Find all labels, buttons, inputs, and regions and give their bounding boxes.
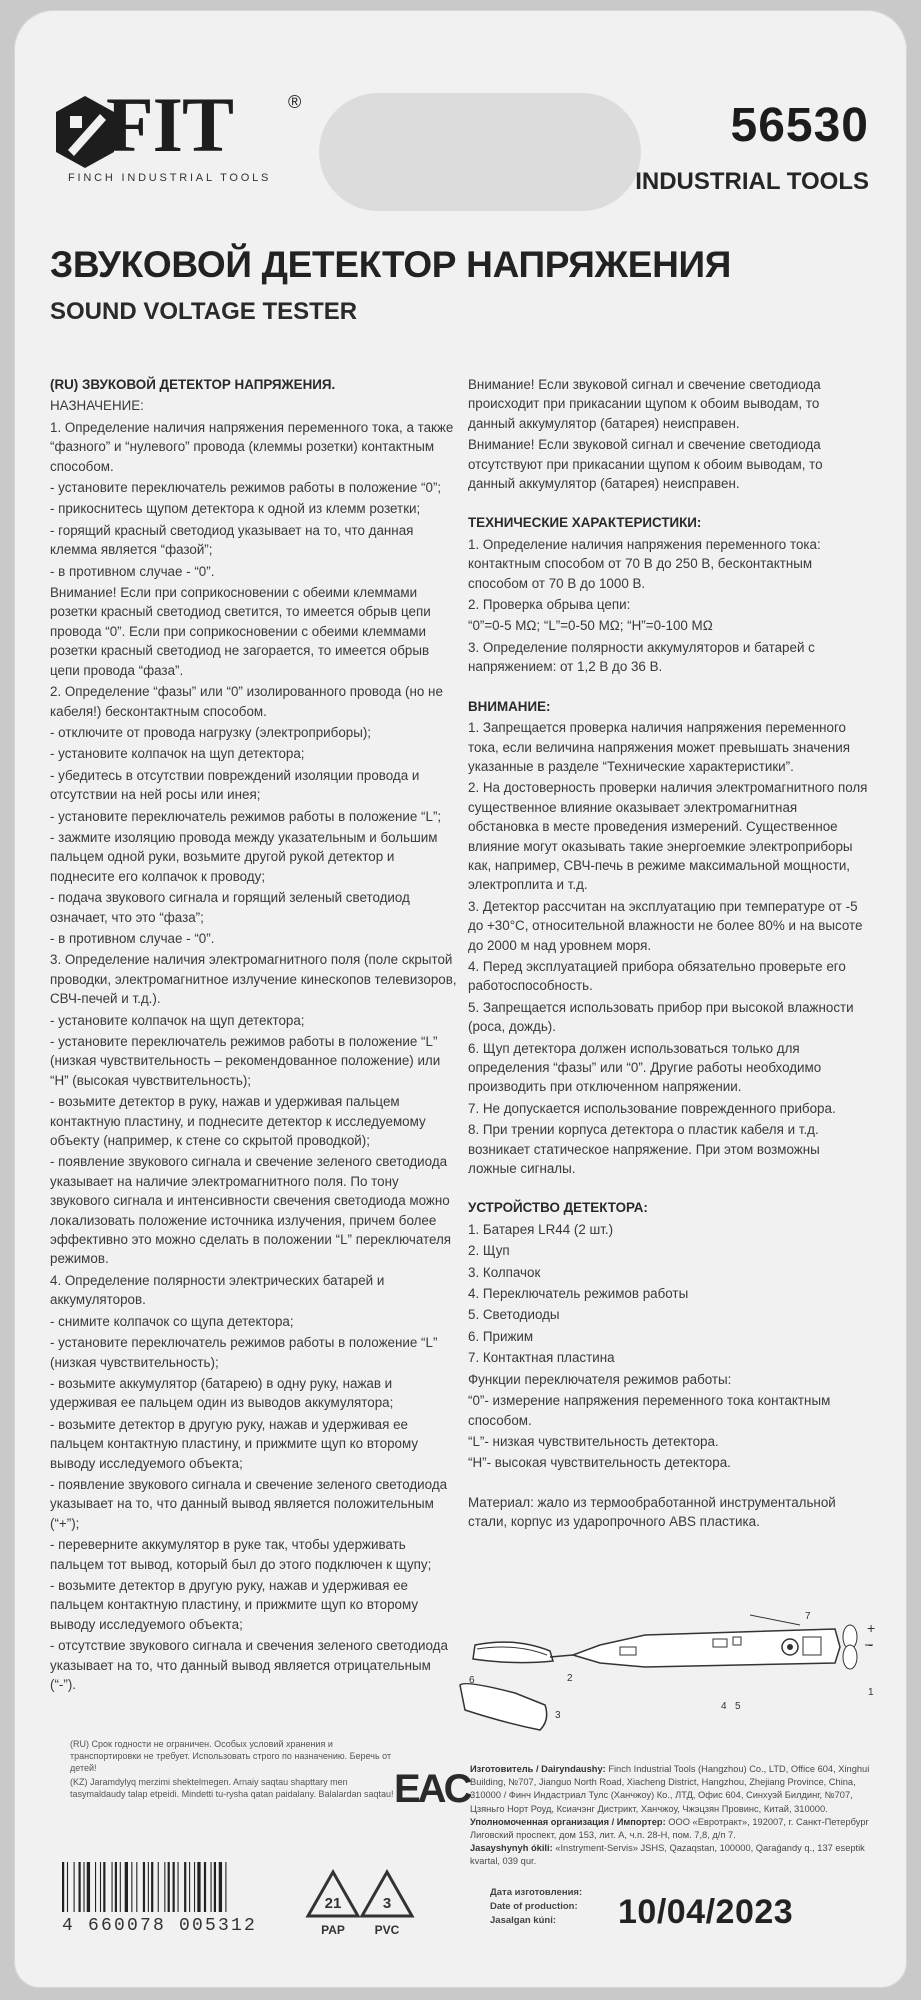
manufacturer-info — [470, 1763, 880, 1869]
paragraph: 4. Переключатель режимов работы — [468, 1286, 689, 1302]
paragraph: - установите переключатель режимов работы в положение “L” (низкая чувствительность); — [50, 1335, 438, 1370]
paragraph: - возьмите детектор в руку, нажав и удерживая пальцем контактную пластину, и поднесите детектор к исследуемому объекту (например, к стене со скрытой проводкой); — [50, 1094, 426, 1149]
barcode-bar — [225, 1862, 226, 1912]
barcode-bar — [211, 1862, 212, 1912]
section-heading: ТЕХНИЧЕСКИЕ ХАРАКТЕРИСТИКИ: — [468, 515, 702, 531]
paragraph: “0”=0-5 MΩ; “L”=0-50 MΩ; “H”=0-100 MΩ — [468, 618, 713, 634]
paragraph-gap — [468, 495, 868, 513]
brand-logo — [50, 81, 320, 188]
paragraph: Внимание! Если звуковой сигнал и свечение светодиода происходит при прикасании щупом к обоим выводам, то данный аккумулятор (батарея) неисправен. — [468, 377, 821, 431]
date-label-kz: Jasalgan kúni: — [490, 1915, 556, 1926]
paragraph: “0”- измерение напряжения переменного тока контактным способом. — [468, 1393, 831, 1428]
paragraph: 3. Детектор рассчитан на эксплуатацию при температуре от -5 до +30°С, относительной влажности не более 80% и на высоте до 2000 м над уровнем моря. — [468, 898, 863, 953]
tester-body-illustration — [550, 1615, 876, 1669]
barcode-bar — [131, 1862, 132, 1912]
date-label-ru: Дата изготовления: — [490, 1887, 583, 1898]
diagram-label-6: 6 — [469, 1675, 475, 1686]
device-diagram — [455, 1585, 885, 1735]
paragraph: 2. На достоверность проверки наличия электромагнитного поля существенное влияние оказывает электромагнитная обстановка в месте проведения измерений. Существенное влияние могут оказывать такие энергоемкие электроприборы как, например, СВЧ-печь в режиме максимальной мощности, электроплита и т.д. — [468, 780, 868, 893]
paragraph: - установите переключатель режимов работы в положение “L” (низкая чувствительность – рекомендованное положение) или “H” (высокая чувствительность); — [50, 1034, 441, 1088]
diagram-label-1: 1 — [868, 1687, 874, 1698]
barcode-bar — [189, 1862, 190, 1912]
eac-mark: EAC — [394, 1767, 470, 1811]
hang-hole — [319, 93, 641, 211]
paragraph: 2. Проверка обрыва цепи: — [468, 597, 631, 613]
manufacturer-label: Изготовитель / Dairyndaushy: — [470, 1764, 606, 1774]
barcode-bar — [173, 1862, 175, 1912]
barcode-bar — [95, 1862, 96, 1912]
barcode-bar — [197, 1862, 200, 1912]
barcode-bar — [148, 1862, 149, 1912]
section-heading: (RU) ЗВУКОВОЙ ДЕТЕКТОР НАПРЯЖЕНИЯ. — [50, 377, 336, 392]
barcode-bar — [120, 1862, 121, 1912]
paragraph: - возьмите детектор в другую руку, нажав и удерживая ее пальцем контактную пластину, и прижмите щуп ко второму выводу исследуемого объекта; — [50, 1416, 419, 1471]
paragraph: - подача звукового сигнала и горящий зеленый светодиод означает, что это “фаза”; — [50, 890, 410, 925]
barcode-bar — [67, 1862, 68, 1912]
storage-notes — [70, 1738, 400, 1800]
paragraph-gap — [468, 1475, 868, 1493]
barcode-bar — [204, 1862, 206, 1912]
barcode-bar — [100, 1862, 101, 1912]
paragraph: 2. Определение “фазы” или “0” изолированного провода (но не кабеля!) бесконтактным способом. — [50, 684, 443, 719]
registered-mark: ® — [288, 92, 302, 112]
storage-note-ru: (RU) Срок годности не ограничен. Особых условий хранения и транспортировки не требует. Использовать строго по назначению. Беречь от детей! — [70, 1739, 392, 1773]
paragraph: Материал: жало из термообработанной инструментальной стали, корпус из ударопрочного ABS пластика. — [468, 1494, 836, 1530]
paragraph-gap — [468, 1180, 868, 1198]
barcode-bar — [79, 1862, 81, 1912]
barcode-bar — [62, 1862, 64, 1912]
paragraph: - установите переключатель режимов работы в положение “0”; — [50, 480, 442, 496]
eac-mark-icon — [392, 1758, 470, 1811]
paragraph: “L”- низкая чувствительность детектора. — [468, 1433, 719, 1449]
paragraph: 4. Перед эксплуатацией прибора обязательно проверьте его работоспособность. — [468, 958, 846, 994]
kz-rep-label: Jasayshynyh ókili: — [470, 1843, 553, 1854]
barcode-bar — [136, 1862, 137, 1912]
section-heading: ВНИМАНИЕ: — [468, 698, 551, 714]
paragraph: - установите переключатель режимов работы в положение “L”; — [50, 808, 442, 824]
barcode-bar — [194, 1862, 195, 1912]
recycle-paper-number: 21 — [324, 1895, 342, 1912]
diagram-minus: - — [868, 1636, 873, 1652]
barcode-bar — [214, 1862, 216, 1912]
article-number: 56530 — [730, 99, 869, 152]
instructions-left-column — [50, 375, 460, 1696]
paragraph: - возьмите детектор в другую руку, нажав и удерживая ее пальцем контактную пластину, и прижмите щуп ко второму выводу исследуемого объекта; — [50, 1577, 419, 1632]
paragraph: 3. Колпачок — [468, 1264, 541, 1280]
paragraph: 1. Определение наличия напряжения переменного тока, а также “фазного” и “нулевого” провода (клеммы розетки) контактным способом. — [50, 419, 454, 474]
paragraph: НАЗНАЧЕНИЕ: — [50, 398, 144, 414]
diagram-label-7: 7 — [805, 1611, 811, 1622]
product-title-ru: ЗВУКОВОЙ ДЕТЕКТОР НАПРЯЖЕНИЯ — [50, 244, 732, 285]
barcode-bar — [74, 1862, 75, 1912]
barcode-bar — [178, 1862, 179, 1912]
paragraph: - установите колпачок на щуп детектора; — [50, 746, 305, 762]
barcode-bar — [164, 1862, 165, 1912]
diagram-label-3: 3 — [555, 1710, 561, 1721]
recycle-pvc-icon — [358, 1868, 416, 1948]
recycle-pvc-number: 3 — [382, 1895, 392, 1912]
paragraph: 7. Не допускается использование поврежденного прибора. — [468, 1100, 836, 1116]
paragraph: 1. Определение наличия напряжения переменного тока: контактным способом от 70 В до 250 В, бесконтактным способом от 70 В до 1000 В. — [468, 536, 821, 591]
paragraph: - зажмите изоляцию провода между указательным и большим пальцем одной руки, возьмите другой рукой детектор и поднесите его колпачок к проводу; — [50, 829, 438, 884]
production-date: 10/04/2023 — [618, 1893, 794, 1931]
paragraph: - появление звукового сигнала и свечение зеленого светодиода указывает на то, что данный вывод является положительным (“+”); — [50, 1476, 448, 1531]
brand-subtitle: FINCH INDUSTRIAL TOOLS — [68, 172, 272, 184]
paragraph: - снимите колпачок со щупа детектора; — [50, 1313, 294, 1329]
paragraph: 5. Запрещается использовать прибор при высокой влажности (роса, дождь). — [468, 999, 854, 1035]
paragraph: - в противном случае - “0”. — [50, 930, 215, 946]
cap-illustration — [460, 1642, 553, 1730]
barcode-bar — [184, 1862, 186, 1912]
barcode-number: 4 660078 005312 — [62, 1916, 258, 1936]
paragraph: 7. Контактная пластина — [468, 1350, 615, 1366]
barcode-bar — [143, 1862, 145, 1912]
paragraph: - переверните аккумулятор в руке так, чтобы удерживать пальцем тот вывод, который был до этого подключен к щупу; — [50, 1537, 432, 1572]
storage-note-kz: (KZ) Jaramdylyq merzimi shektelmegen. Arnaiy saqtau shарttary men tasymaldaudy talap etpeidi. Mindetti tu-ryshа qatan paidalany. Balalardan saqtau! — [70, 1777, 394, 1799]
paragraph: - возьмите аккумулятор (батарею) в одну руку, нажав и удерживая ее пальцем один из выводов аккумулятора; — [50, 1375, 394, 1411]
paragraph: - в противном случае - “0”. — [50, 563, 215, 579]
paragraph-gap — [468, 679, 868, 697]
paragraph: 1. Запрещается проверка наличия напряжения переменного тока, если величина напряжения может превышать значения указанные в разделе “Технические характеристики”. — [468, 720, 850, 774]
barcode-bar — [158, 1862, 159, 1912]
diagram-label-5: 5 — [735, 1701, 741, 1712]
instructions-right-column — [468, 375, 868, 1534]
paragraph: Внимание! Если звуковой сигнал и свечение светодиода отсутствуют при прикасании щупом к обоим выводам, то данный аккумулятор (батарея) неисправен. — [468, 437, 823, 492]
kz-rep-text: «Instryment-Servis» JSHS, Qazaqstan, 100000, Qaraǵandy q., 137 eseptik kvartal, 039 qur. — [470, 1843, 865, 1867]
barcode-bar — [83, 1862, 84, 1912]
paragraph: 3. Определение наличия электромагнитного поля (поле скрытой проводки, электромагнитное излучение кинескопов телевизоров, СВЧ-печей и т.д.). — [50, 952, 457, 1007]
product-title-en: SOUND VOLTAGE TESTER — [50, 298, 358, 325]
manufacturer-text: Finch Industrial Tools (Hangzhou) Co., LTD, Office 604, Xinghui Building, №707, Jianguo North Road, Xiacheng District, Hangzhou, Zhejiang Province, China, 310000 / Финч Индастриал Тулс (Ханчжоу) Ко., ЛТД, Офис 604, Синхуэй Билдинг, №707, Цзяньго Норт Роуд, Ксиачэнг Дистрикт, Ханчжоу, Чжэцзян Провинс, Китай, 310000. — [470, 1764, 870, 1814]
paragraph: 3. Определение полярности аккумуляторов и батарей с напряжением: от 1,2 В до 36 В. — [468, 639, 815, 675]
barcode-bar — [125, 1862, 128, 1912]
paragraph: 8. При трении корпуса детектора о пластик кабеля и т.д. возникает статическое напряжение. При этом возможны ложные сигналы. — [468, 1122, 820, 1177]
paragraph: 5. Светодиоды — [468, 1307, 560, 1323]
industrial-tools-label: INDUSTRIAL TOOLS — [635, 168, 869, 195]
paragraph: Функции переключателя режимов работы: — [468, 1371, 732, 1387]
paragraph: Внимание! Если при соприкосновении с обеими клеммами розетки красный светодиод светится, то имеется обрыв цепи провода “0”. Если при соприкосновении с обеими клеммами розетки красный светодиод не загорается, то имеется обрыв цепи провода “фаза”. — [50, 585, 431, 678]
paragraph: - установите колпачок на щуп детектора; — [50, 1012, 305, 1028]
production-date-labels — [490, 1886, 582, 1928]
paragraph: - отсутствие звукового сигнала и свечения зеленого светодиода указывает на то, что данный вывод является отрицательным (“-”). — [50, 1638, 448, 1692]
paragraph: 2. Щуп — [468, 1243, 510, 1259]
paragraph: - прикоснитесь щупом детектора к одной из клемм розетки; — [50, 501, 421, 517]
brand-name: FIT — [106, 81, 234, 168]
diagram-plus: + — [867, 1620, 876, 1636]
barcode-bar — [219, 1862, 222, 1912]
recycle-pvc-label: PVC — [374, 1923, 400, 1937]
paragraph: 1. Батарея LR44 (2 шт.) — [468, 1221, 614, 1237]
diagram-label-4: 4 — [721, 1701, 727, 1712]
paragraph: 6. Прижим — [468, 1328, 534, 1344]
section-heading: УСТРОЙСТВО ДЕТЕКТОРА: — [468, 1200, 648, 1216]
date-label-en: Date of production: — [490, 1901, 578, 1912]
barcode-bar — [151, 1862, 153, 1912]
paragraph: “H”- высокая чувствительность детектора. — [468, 1455, 731, 1471]
recycle-paper-label: PAP — [321, 1923, 345, 1937]
barcode-bar — [103, 1862, 105, 1912]
paragraph: - отключите от провода нагрузку (электроприборы); — [50, 724, 372, 740]
barcode-bar — [168, 1862, 170, 1912]
diagram-label-2: 2 — [567, 1673, 573, 1684]
recycle-paper-icon — [304, 1868, 362, 1948]
barcode-bar — [115, 1862, 117, 1912]
importer-text: ООО «Евротракт», 192007, г. Санкт-Петербург Лиговский проспект, дом 153, лит. А, ч.п. 28-Н, пом. 7,8, д/п 7. — [470, 1816, 869, 1841]
importer-label: Уполномоченная организация / Импортер: — [470, 1816, 666, 1827]
paragraph: - появление звукового сигнала и свечение зеленого светодиода указывает на наличие электромагнитного поля. По тону звукового сигнала и интенсивности свечения светодиода можно локализовать положение источника излучения, причем более эффективно это можно сделать в положении “L” переключателя режимов. — [50, 1154, 452, 1267]
paragraph: - горящий красный светодиод указывает на то, что данная клемма является “фазой”; — [50, 522, 414, 558]
paragraph: 4. Определение полярности электрических батарей и аккумуляторов. — [50, 1272, 385, 1308]
barcode-bar — [87, 1862, 90, 1912]
paragraph: - убедитесь в отсутствии повреждений изоляции провода и отсутствии на ней росы или инея; — [50, 767, 420, 803]
paragraph: 6. Щуп детектора должен использоваться только для определения “фазы” или “0”. Другие работы необходимо производить при отключенном напряжении. — [468, 1040, 822, 1095]
barcode-bar — [112, 1862, 113, 1912]
